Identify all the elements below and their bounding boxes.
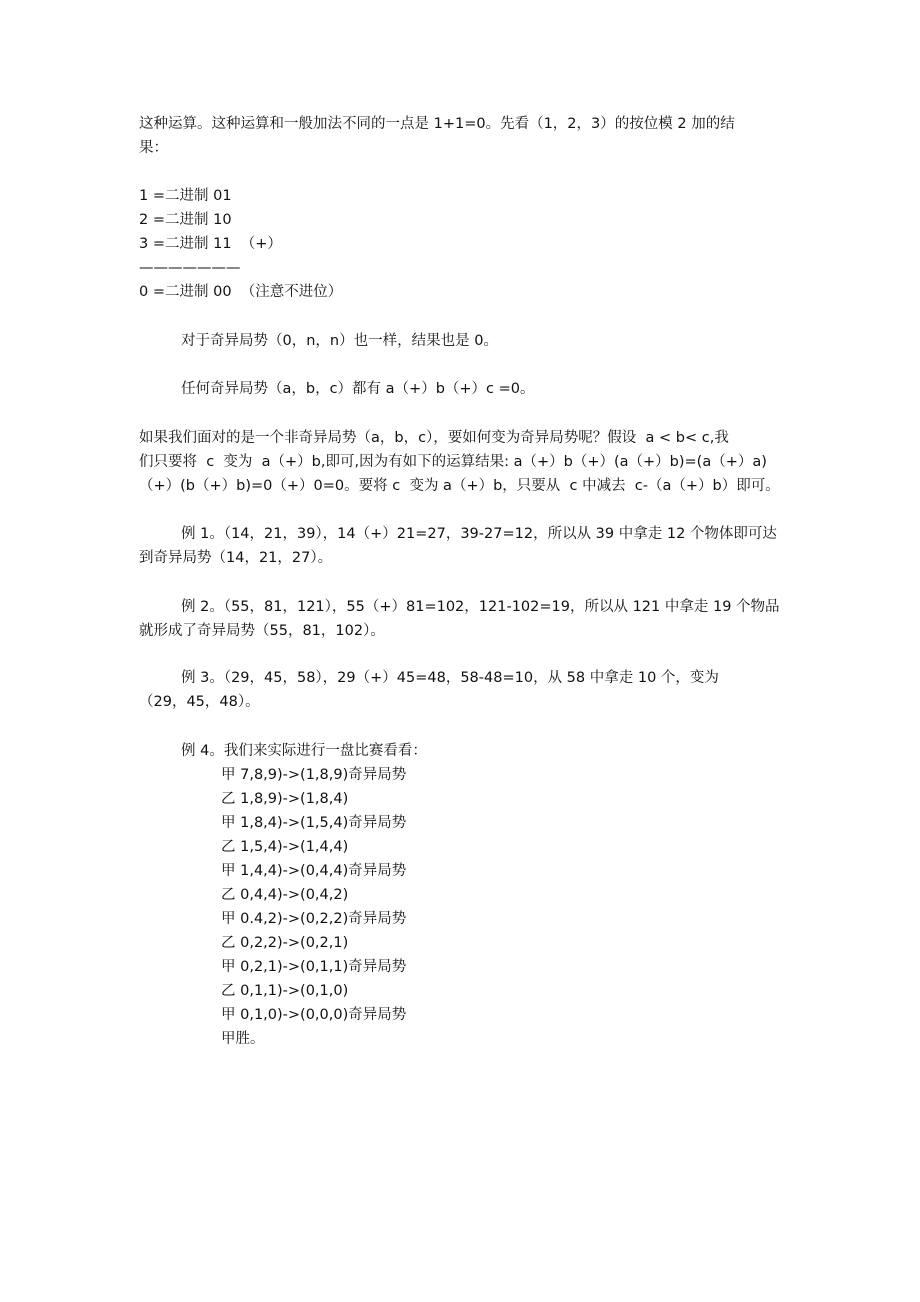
example-2-line-1: 例 2。（55，81，121），55（+）81=102，121-102=19，所以从 121 中拿走 19 个物品 <box>181 599 780 615</box>
binary-row-2: 2 =二进制 10 <box>139 212 232 228</box>
method-line-3: （+）(b（+）b)=0（+）0=0。要将 c 变为 a（+）b，只要从 c 中减去 c-（a（+）b）即可。 <box>139 478 780 494</box>
game-outcome: 甲胜。 <box>221 1031 265 1047</box>
binary-result: 0 =二进制 00 （注意不进位） <box>139 284 343 300</box>
game-move: 乙 1,8,9)->(1,8,4) <box>221 791 349 807</box>
intro-line-1: 这种运算。这种运算和一般加法不同的一点是 1+1=0。先看（1，2，3）的按位模 2 加的结 <box>139 116 735 132</box>
note-zero-n-n: 对于奇异局势（0，n，n）也一样，结果也是 0。 <box>181 333 498 349</box>
method-line-2: 们只要将 c 变为 a（+）b,即可,因为有如下的运算结果: a（+）b（+）(a（+）b)=(a（+）a) <box>139 454 767 470</box>
example-4-heading: 例 4。我们来实际进行一盘比赛看看： <box>181 743 427 759</box>
intro-line-2: 果： <box>139 140 168 156</box>
game-move: 乙 0,2,2)->(0,2,1) <box>221 935 349 951</box>
example-3-line-2: （29，45，48）。 <box>139 694 260 710</box>
game-move: 甲 0,1,0)->(0,0,0)奇异局势 <box>221 1007 407 1023</box>
example-1-line-2: 到奇异局势（14，21，27）。 <box>139 550 333 566</box>
game-move: 甲 0,2,1)->(0,1,1)奇异局势 <box>221 959 407 975</box>
game-move: 乙 0,4,4)->(0,4,2) <box>221 887 349 903</box>
game-move: 乙 1,5,4)->(1,4,4) <box>221 839 349 855</box>
game-move: 甲 1,8,4)->(1,5,4)奇异局势 <box>221 815 407 831</box>
binary-row-1: 1 =二进制 01 <box>139 188 232 204</box>
example-1-line-1: 例 1。（14，21，39），14（+）21=27，39-27=12，所以从 39 中拿走 12 个物体即可达 <box>181 526 777 542</box>
method-line-1: 如果我们面对的是一个非奇异局势（a，b，c），要如何变为奇异局势呢？假设 a < b< c,我 <box>139 430 729 446</box>
binary-row-3: 3 =二进制 11 （+） <box>139 236 282 252</box>
example-2-line-2: 就形成了奇异局势（55，81，102）。 <box>139 623 385 639</box>
binary-sum-rule: ——————— <box>139 260 241 276</box>
note-any-singular: 任何奇异局势（a，b，c）都有 a（+）b（+）c =0。 <box>181 381 535 397</box>
game-move: 甲 7,8,9)->(1,8,9)奇异局势 <box>221 767 407 783</box>
game-move: 甲 1,4,4)->(0,4,4)奇异局势 <box>221 863 407 879</box>
game-move: 乙 0,1,1)->(0,1,0) <box>221 983 349 999</box>
example-3-line-1: 例 3。（29，45，58），29（+）45=48，58-48=10，从 58 中拿走 10 个，变为 <box>181 670 719 686</box>
game-move: 甲 0.4,2)->(0,2,2)奇异局势 <box>221 911 407 927</box>
